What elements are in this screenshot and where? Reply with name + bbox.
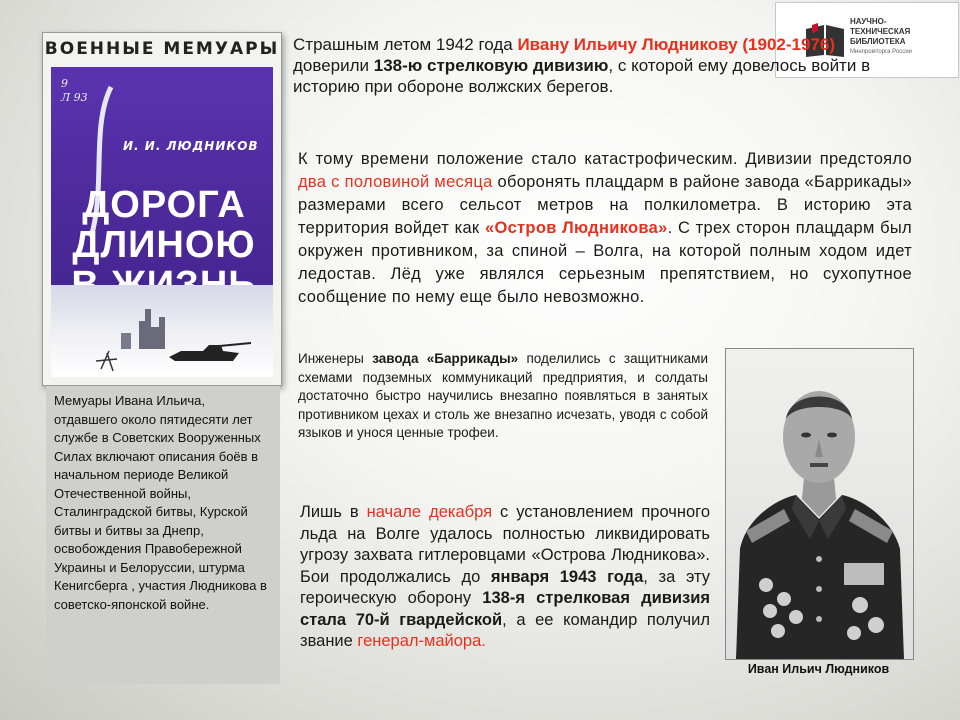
block3-part2: с установлением прочного льда на Волге удалось полностью ликвидировать угрозу захвата гитлеровцами «Острова Людникова». Бои продолжались до (300, 503, 711, 586)
logo-line4: Минпромторга России (850, 49, 912, 55)
block3-highlight2: генерал-майора. (357, 632, 486, 650)
block3-bold1: января 1943 года (490, 567, 644, 586)
paragraph-december (300, 502, 710, 653)
paragraph-catastrophe (298, 148, 912, 309)
block3-bold2: 138-я стрелковая дивизия стала 70-й гвардейской (300, 589, 710, 629)
ruins-and-tank-illustration (51, 299, 273, 377)
intro-text (293, 34, 913, 97)
portrait-photo (725, 348, 914, 660)
block2-part2: поделились с защитниками схемами подземных коммуникаций предприятия, и солдаты достаточно быстро научились внезапно появляться в занятых противником цехах и столь же внезапно исчезать, уводя с собой языков и унося ценные трофеи. (298, 351, 708, 440)
block3-part1: Лишь в (300, 503, 367, 521)
intro-part1: Страшным летом 1942 года (293, 35, 518, 54)
paragraph-engineers (298, 350, 708, 443)
intro-part2: доверили (293, 56, 374, 75)
block3-highlight1: начале декабря (366, 503, 493, 521)
intro-part3: , с которой ему довелось войти в историю при обороне волжских берегов. (293, 56, 871, 96)
book-cover (42, 32, 282, 386)
block1-highlight1: два с половиной месяца (298, 173, 493, 191)
logo-line3: БИБЛИОТЕКА (850, 37, 906, 46)
book-caption: Мемуары Ивана Ильича, отдавшего около пятидесяти лет службе в Советских Вооруженных Силах включают описания боёв в начальном периоде Великой Отечественной войны, Сталинградской битвы, Курской битвы и битвы за Днепр, освобождения Правобережной Украины и Белоруссии, штурма Кенигсберга , участия Людникова в советско-японской войне. (46, 386, 280, 684)
logo-line1: НАУЧНО- (850, 17, 887, 26)
book-series: ВОЕННЫЕ МЕМУАРЫ (44, 39, 280, 59)
block2-part1: Инженеры (298, 351, 373, 366)
portrait-illustration (726, 349, 913, 659)
library-mark-1: 9 (61, 77, 68, 90)
block1-part1: К тому времени положение стало катастрофическим. Дивизии предстояло (298, 150, 912, 168)
portrait-caption: Иван Ильич Людников (747, 662, 890, 676)
intro-name: Ивану Ильичу Людникову (1902-1976) (517, 35, 835, 54)
book-title-line1: ДОРОГА (82, 184, 246, 226)
block2-bold: завода «Баррикады» (372, 351, 519, 366)
block3-part4: , а ее командир получил звание (300, 610, 710, 650)
block1-part3: . С трех сторон плацдарм был окружен противником, за спиной – Волга, на которой полным ходом идет ледостав. Лёд уже являлся серьезным препятствием, но сухопутное сообщение по нему еще было невозможно. (298, 219, 912, 306)
block1-highlight2: «Остров Людникова» (484, 219, 668, 237)
library-mark-2: Л 93 (61, 91, 88, 104)
book-title-line2: ДЛИНОЮ (72, 224, 256, 266)
block1-part2: оборонять плацдарм в районе завода «Баррикады» размерами всего сельсот метров на полкилометра. В историю эта территория войдет как (298, 173, 913, 237)
book-cover-panel (51, 67, 273, 377)
block3-part3: , за эту героическую оборону (300, 567, 710, 607)
logo-line2: ТЕХНИЧЕСКАЯ (850, 27, 911, 36)
intro-division: 138-ю стрелковую дивизию (373, 56, 609, 75)
book-author: И. И. ЛЮДНИКОВ (123, 139, 259, 153)
